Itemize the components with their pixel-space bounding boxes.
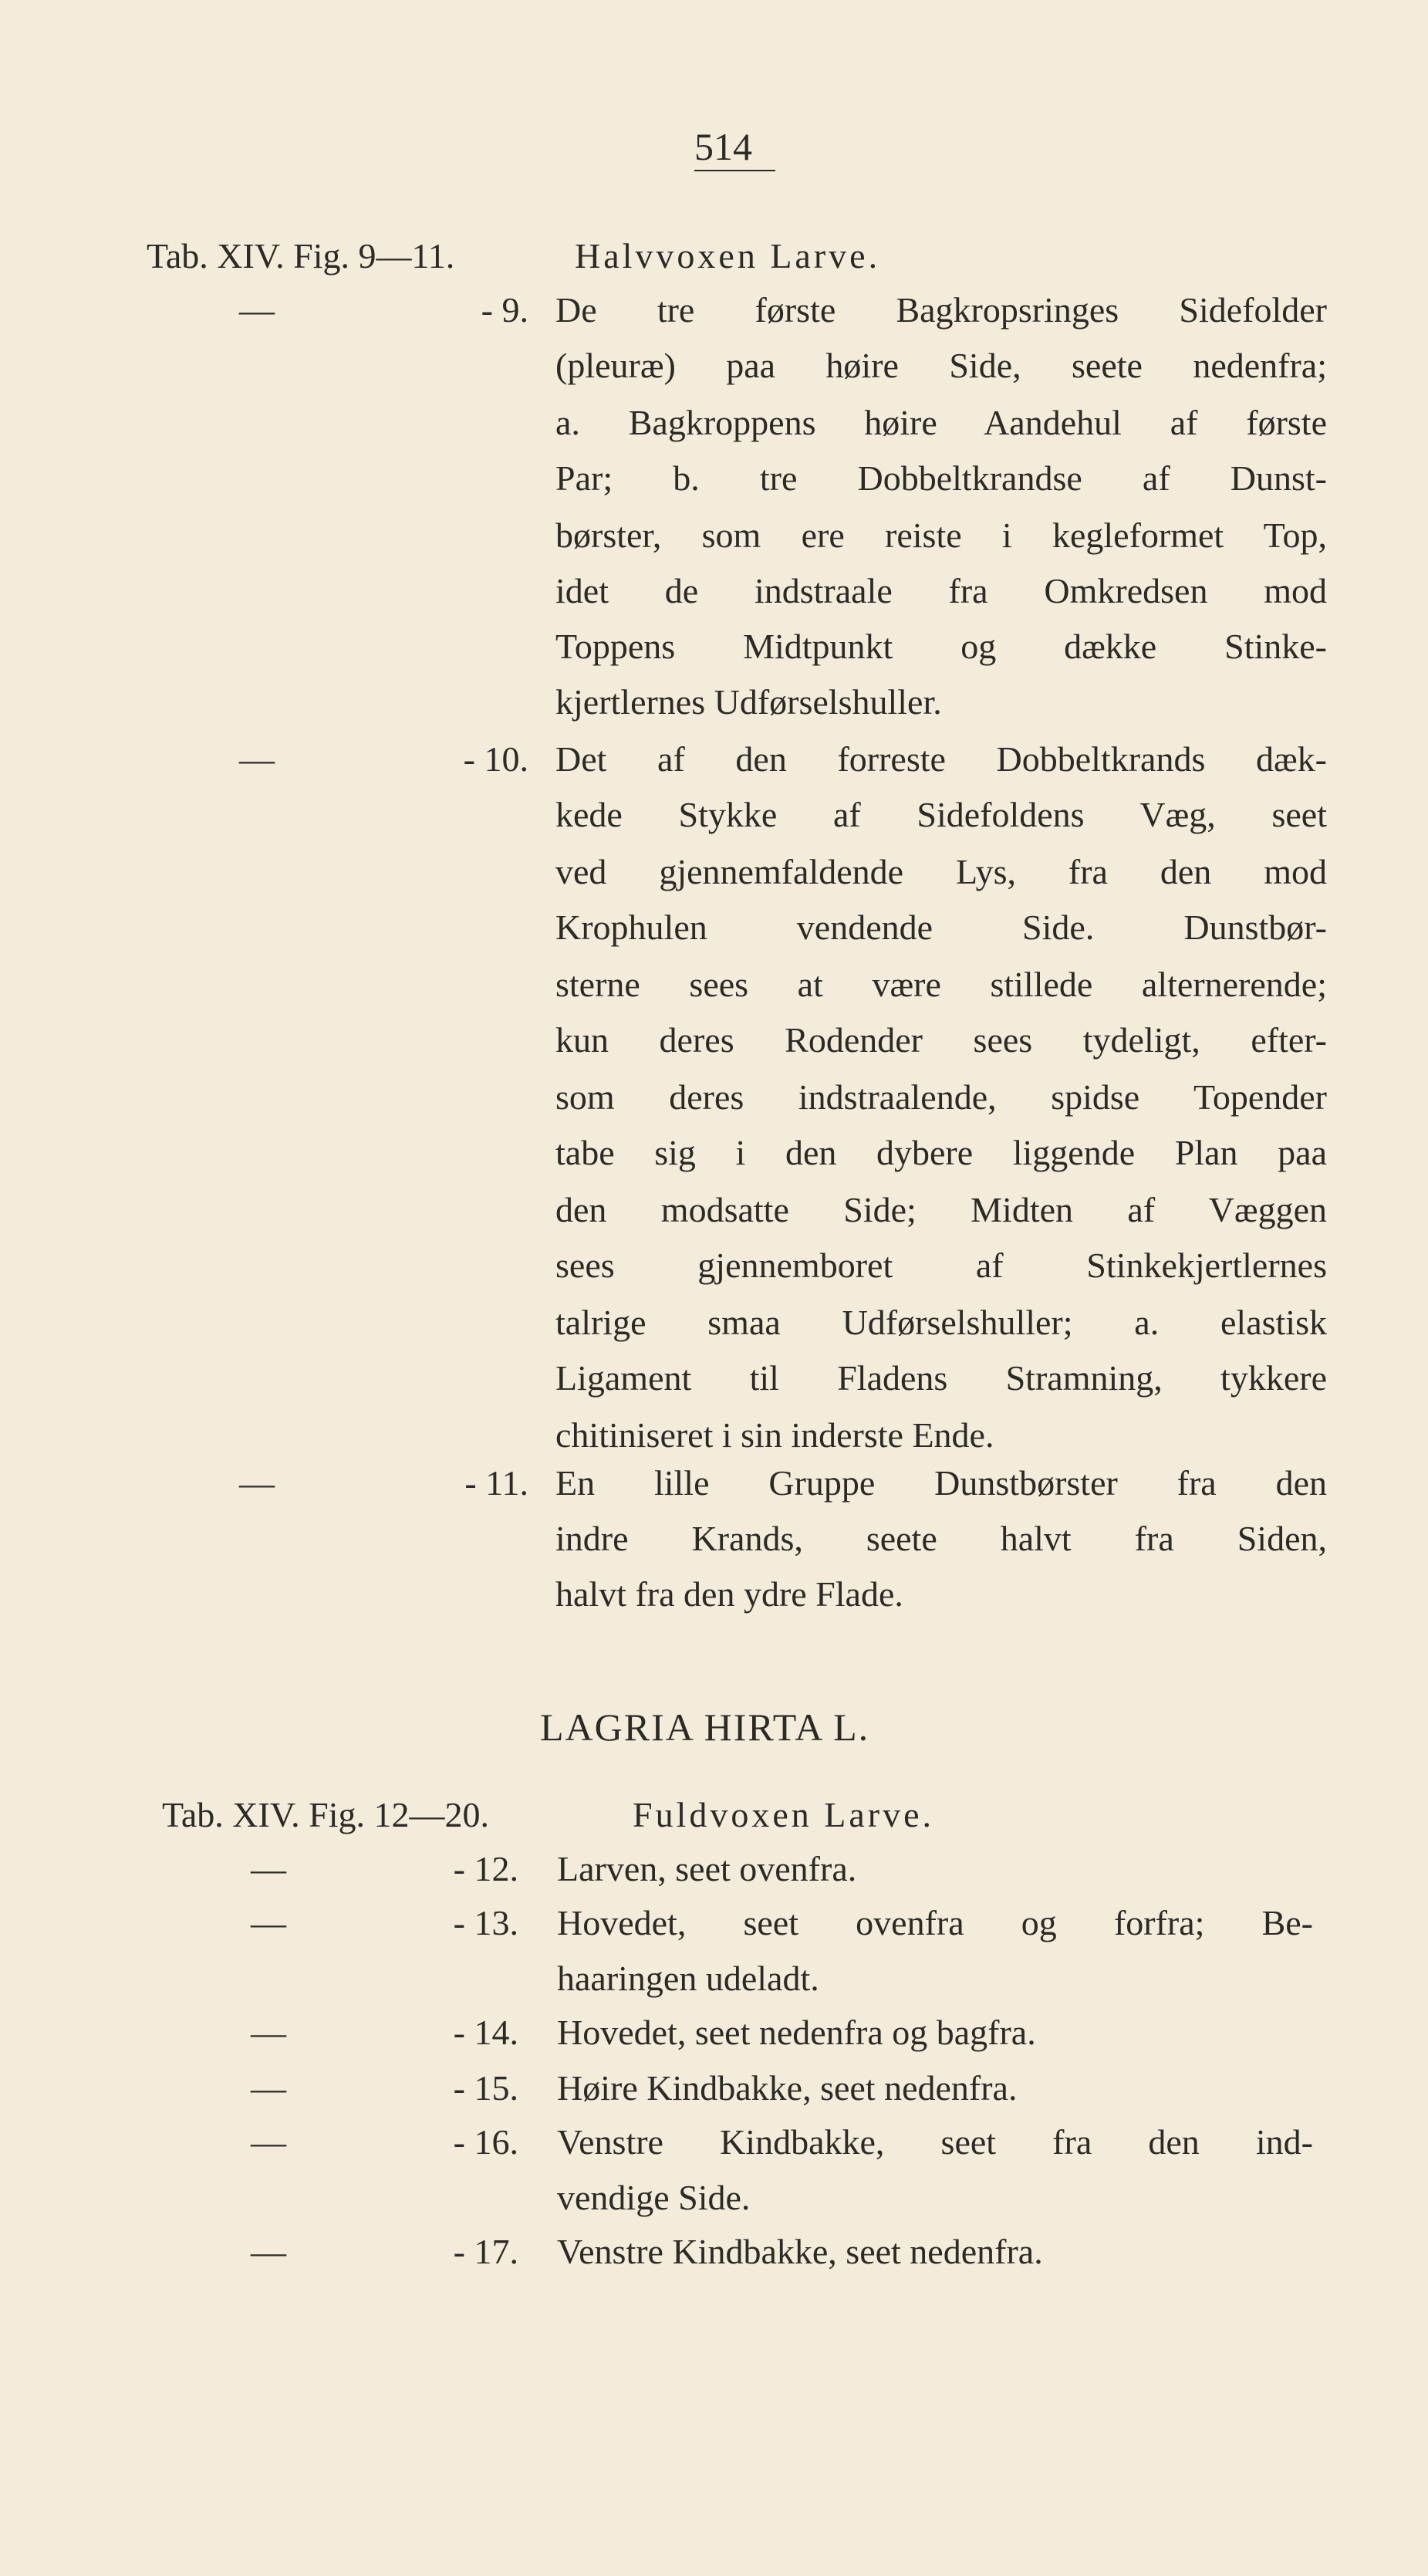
entry-line: a. Bagkroppens høire Aandehul af første (555, 403, 1327, 442)
entry-dash: — (251, 1903, 286, 1942)
entry-dash: — (251, 2068, 286, 2108)
entry-line: Hovedet, seet ovenfra og forfra; Be- (557, 1903, 1313, 1942)
entry-line: haaringen udeladt. (557, 1959, 819, 1998)
entry-dash: — (239, 290, 275, 330)
entry-line: kun deres Rodender sees tydeligt, efter- (555, 1020, 1327, 1060)
entry-line: idet de indstraale fra Omkredsen mod (555, 571, 1327, 610)
entry-line: børster, som ere reiste i kegleformet Top, (555, 516, 1327, 555)
entry-line: Hovedet, seet nedenfra og bagfra. (557, 2013, 1036, 2052)
entry-line: Venstre Kindbakke, seet fra den ind- (557, 2122, 1313, 2162)
entry-line: vendige Side. (557, 2178, 751, 2217)
entry-dash: — (251, 2232, 286, 2271)
entry-line: Det af den forreste Dobbeltkrands dæk- (555, 739, 1327, 779)
entry-line: En lille Gruppe Dunstbørster fra den (555, 1463, 1327, 1503)
entry-dash: — (251, 1849, 286, 1888)
entry-line: sterne sees at være stillede alternerende; (555, 965, 1327, 1004)
entry-line: (pleuræ) paa høire Side, seete nedenfra; (555, 346, 1327, 385)
section2-header-tab: Tab. XIV. Fig. 12—20. (162, 1795, 489, 1834)
entry-line: sees gjennemboret af Stinkekjertlernes (555, 1246, 1327, 1285)
figure-number: - 11. (464, 1463, 528, 1503)
figure-number: - 9. (481, 290, 528, 330)
section1-header-title: Halvvoxen Larve. (575, 236, 881, 276)
section2-header-title: Fuldvoxen Larve. (633, 1795, 935, 1834)
figure-number: - 16. (453, 2122, 518, 2162)
figure-number: - 13. (453, 1903, 518, 1942)
figure-number: - 12. (453, 1849, 518, 1888)
entry-line: tabe sig i den dybere liggende Plan paa (555, 1133, 1327, 1172)
entry-line: chitiniseret i sin inderste Ende. (555, 1415, 994, 1455)
section-heading: LAGRIA HIRTA L. (540, 1706, 870, 1749)
entry-line: Ligament til Fladens Stramning, tykkere (555, 1358, 1327, 1398)
entry-line: kjertlernes Udførselshuller. (555, 682, 942, 722)
entry-line: halvt fra den ydre Flade. (555, 1574, 903, 1614)
page-number: 514 (694, 123, 775, 171)
entry-line: indre Krands, seete halvt fra Siden, (555, 1519, 1327, 1558)
section1-header-tab: Tab. XIV. Fig. 9—11. (147, 236, 455, 276)
entry-line: kede Stykke af Sidefoldens Væg, seet (555, 795, 1327, 834)
entry-line: som deres indstraalende, spidse Topender (555, 1077, 1327, 1117)
entry-line: De tre første Bagkropsringes Sidefolder (555, 290, 1327, 330)
entry-line: Larven, seet ovenfra. (557, 1849, 857, 1888)
entry-line: Venstre Kindbakke, seet nedenfra. (557, 2232, 1043, 2271)
figure-number: - 15. (453, 2068, 518, 2108)
entry-line: Høire Kindbakke, seet nedenfra. (557, 2068, 1018, 2108)
entry-dash: — (239, 1463, 275, 1503)
entry-line: ved gjennemfaldende Lys, fra den mod (555, 852, 1327, 891)
entry-line: talrige smaa Udførselshuller; a. elastisk (555, 1303, 1327, 1342)
entry-dash: — (251, 2013, 286, 2052)
figure-number: - 17. (453, 2232, 518, 2271)
entry-line: den modsatte Side; Midten af Væggen (555, 1190, 1327, 1229)
entry-line: Par; b. tre Dobbeltkrandse af Dunst- (555, 458, 1327, 498)
entry-dash: — (251, 2122, 286, 2162)
entry-dash: — (239, 739, 275, 779)
figure-number: - 10. (463, 739, 528, 779)
entry-line: Toppens Midtpunkt og dække Stinke- (555, 627, 1327, 666)
figure-number: - 14. (453, 2013, 518, 2052)
entry-line: Krophulen vendende Side. Dunstbør- (555, 908, 1327, 947)
